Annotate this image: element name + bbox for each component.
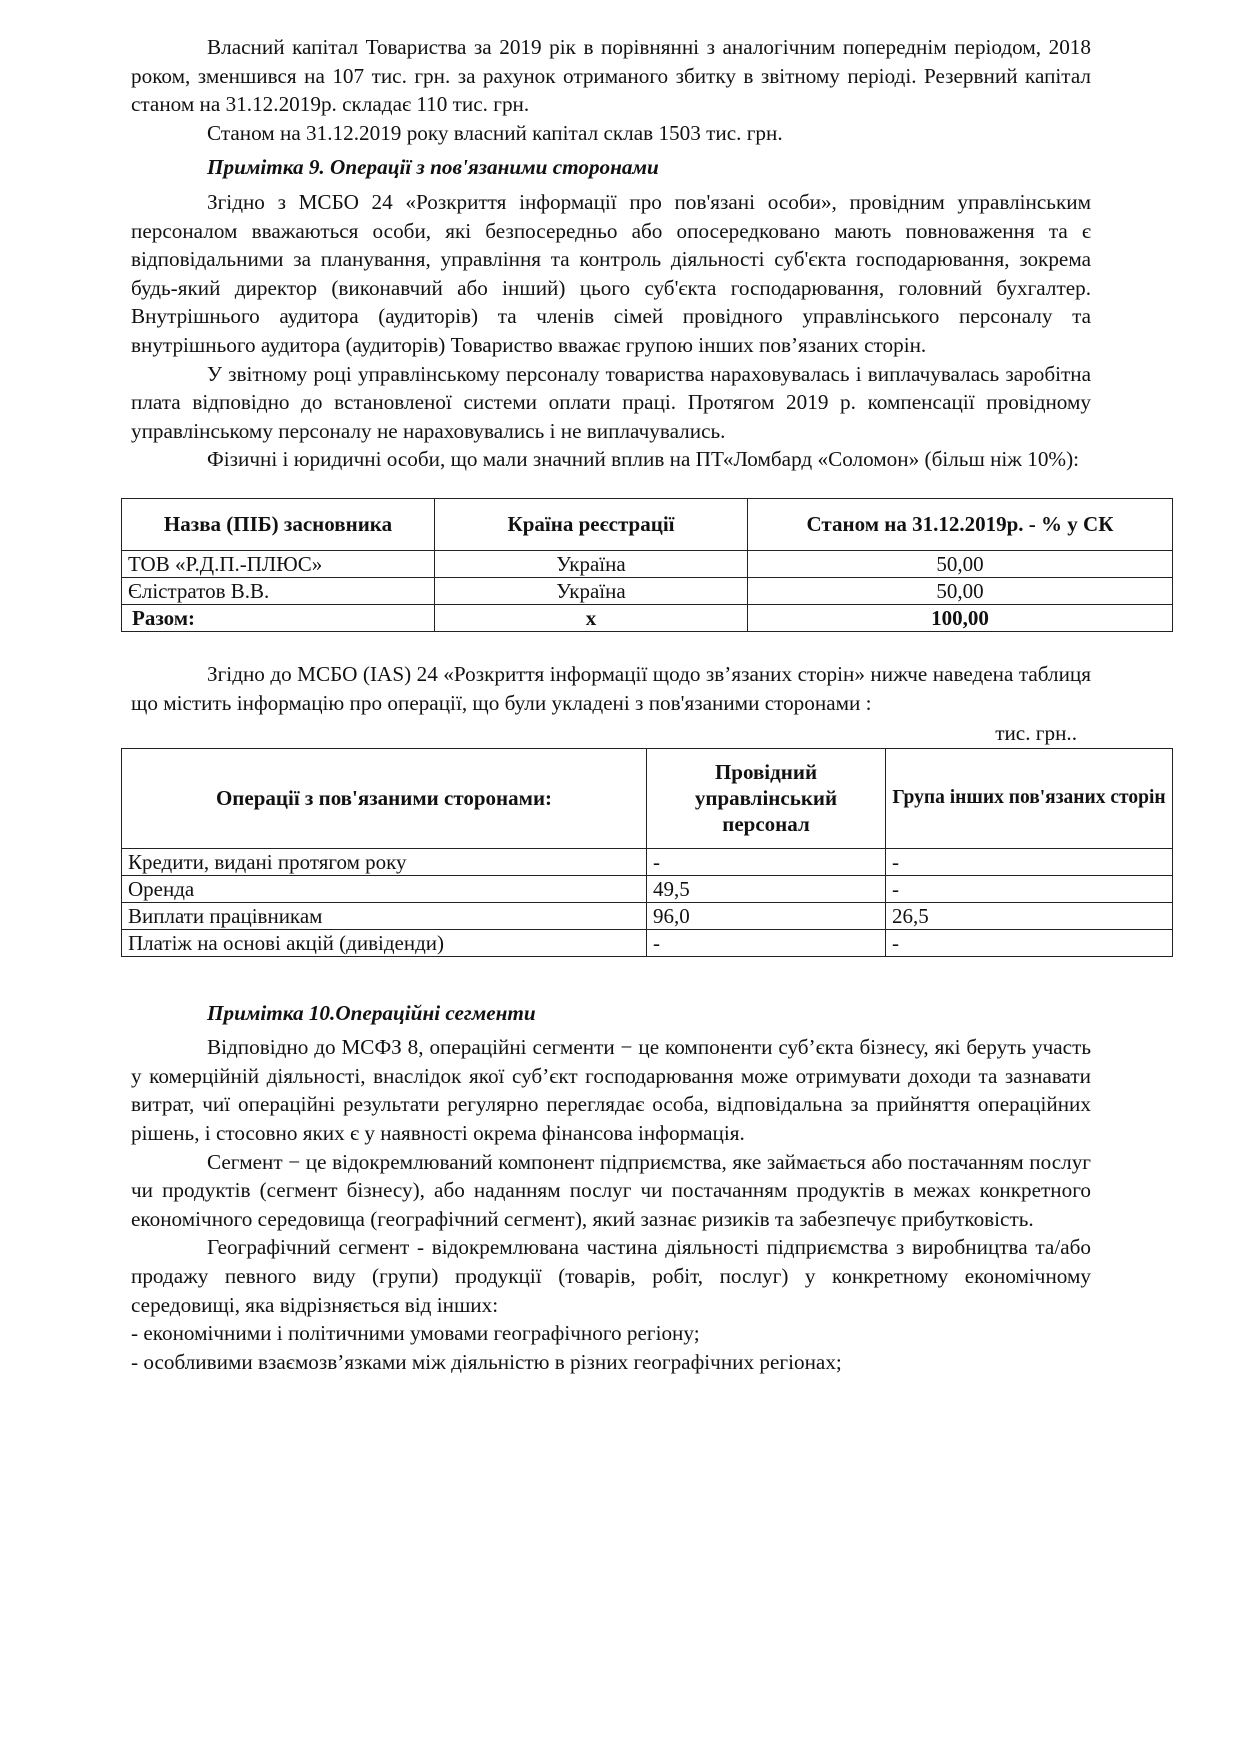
ops-operation: Оренда	[122, 875, 647, 902]
ops-operation: Платіж на основі акцій (дивіденди)	[122, 929, 647, 956]
ops-management-value: -	[647, 848, 886, 875]
owner-share: 50,00	[748, 577, 1173, 604]
note10-paragraph-1: Відповідно до МСФЗ 8, операційні сегменти − це компоненти суб’єкта бізнесу, які беруть участь у комерційній діяльності, внаслідок якої суб’єкт господарювання може отримувати доходи та зазнавати витрат, чиї операційні результати регулярно переглядає особа, відповідальна за прийняття операційних рішень, і стосовно яких є у наявності окрема фінансова інформація.	[131, 1035, 1091, 1146]
total-share: 100,00	[748, 604, 1173, 631]
ops-col-operation: Операції з пов'язаними сторонами:	[122, 748, 647, 848]
list-item: - особливими взаємозв’язками між діяльністю в різних географічних регіонах;	[131, 1349, 842, 1374]
table-row	[122, 875, 1173, 902]
note9-paragraph-1: Згідно з МСБО 24 «Розкриття інформації про пов'язані особи», провідним управлінським персоналом вважаються особи, які безпосередньо або опосередковано мають повноваження та є відповідальними за планування, управління та контроль діяльності суб'єкта господарювання, зокрема будь-який директор (виконавчий або інший) цього суб'єкта господарювання, головний бухгалтер. Внутрішнього аудитора (аудиторів) та членів сімей провідного управлінського персоналу та внутрішнього аудитора (аудиторів) Товариство вважає групою інших пов’язаних сторін.	[131, 189, 1091, 357]
total-country: х	[435, 604, 748, 631]
owners-col-country: Країна реєстрації	[435, 498, 748, 550]
ops-col-other-parties: Група інших пов'язаних сторін	[886, 748, 1173, 848]
table-row	[122, 902, 1173, 929]
ops-management-value: 49,5	[647, 875, 886, 902]
ops-management-value: -	[647, 929, 886, 956]
owners-col-name: Назва (ПІБ) засновника	[122, 498, 435, 550]
owners-table-header-row	[122, 498, 1173, 550]
document-page	[128, 33, 1166, 1376]
ops-other-value: -	[886, 848, 1173, 875]
ops-other-value: -	[886, 929, 1173, 956]
owner-name: ТОВ «Р.Д.П.-ПЛЮС»	[122, 550, 435, 577]
owner-name: Єлістратов В.В.	[122, 577, 435, 604]
ops-operation: Кредити, видані протягом року	[122, 848, 647, 875]
table-row	[122, 848, 1173, 875]
related-ops-table	[121, 748, 1173, 957]
owners-col-share: Станом на 31.12.2019р. - % у СК	[748, 498, 1173, 550]
owner-share: 50,00	[748, 550, 1173, 577]
owners-total-row	[122, 604, 1173, 631]
segment-criteria-list	[131, 1319, 1091, 1376]
note9-heading: Примітка 9. Операції з пов'язаними сторонами	[207, 155, 659, 180]
owner-country: Україна	[435, 550, 748, 577]
equity-total-paragraph: Станом на 31.12.2019 року власний капітал склав 1503 тис. грн.	[207, 120, 783, 145]
ops-table-header-row	[122, 748, 1173, 848]
equity-paragraph: Власний капітал Товариства за 2019 рік в порівнянні з аналогічним попереднім періодом, 2018 роком, зменшився на 107 тис. грн. за рахунок отриманого збитку в звітному періоді. Резервний капітал станом на 31.12.2019р. складає 110 тис. грн.	[131, 35, 1091, 117]
ops-other-value: -	[886, 875, 1173, 902]
note9-paragraph-3: Фізичні і юридичні особи, що мали значний вплив на ПТ«Ломбард «Соломон» (більш ніж 10%):	[207, 447, 1080, 472]
ops-operation: Виплати працівникам	[122, 902, 647, 929]
owners-table	[121, 498, 1173, 632]
owner-country: Україна	[435, 577, 748, 604]
note10-paragraph-3: Географічний сегмент - відокремлювана частина діяльності підприємства з виробництва та/або продажу певного виду (групи) продукції (товарів, робіт, послуг) у конкретному економічному середовищі, яка відрізняється від інших:	[131, 1235, 1091, 1317]
note10-paragraph-2: Сегмент − це відокремлюваний компонент підприємства, яке займається або постачанням послуг чи продуктів (сегмент бізнесу), або наданням послуг чи постачанням продуктів в межах конкретного економічного середовища (географічний сегмент), який зазнає ризиків та забезпечує прибутковість.	[131, 1149, 1091, 1231]
note9-paragraph-4: Згідно до МСБО (IAS) 24 «Розкриття інформації щодо зв’язаних сторін» нижче наведена таблиця що містить інформацію про операції, що були укладені з пов'язаними сторонами :	[131, 661, 1091, 715]
table-row	[122, 577, 1173, 604]
ops-col-management: Провідний управлінський персонал	[647, 748, 886, 848]
list-item: - економічними і політичними умовами географічного регіону;	[131, 1321, 700, 1346]
ops-other-value: 26,5	[886, 902, 1173, 929]
table-row	[122, 929, 1173, 956]
note9-paragraph-2: У звітному році управлінському персоналу товариства нараховувалась і виплачувалась заробітна плата відповідно до встановленої системи оплати праці. Протягом 2019 р. компенсації провідному управлінському персоналу не нараховувались і не виплачувались.	[131, 361, 1091, 443]
ops-management-value: 96,0	[647, 902, 886, 929]
note10-heading: Примітка 10.Операційні сегменти	[207, 1000, 536, 1025]
total-label: Разом:	[122, 604, 435, 631]
units-label: тис. грн..	[995, 721, 1077, 746]
table-row	[122, 550, 1173, 577]
